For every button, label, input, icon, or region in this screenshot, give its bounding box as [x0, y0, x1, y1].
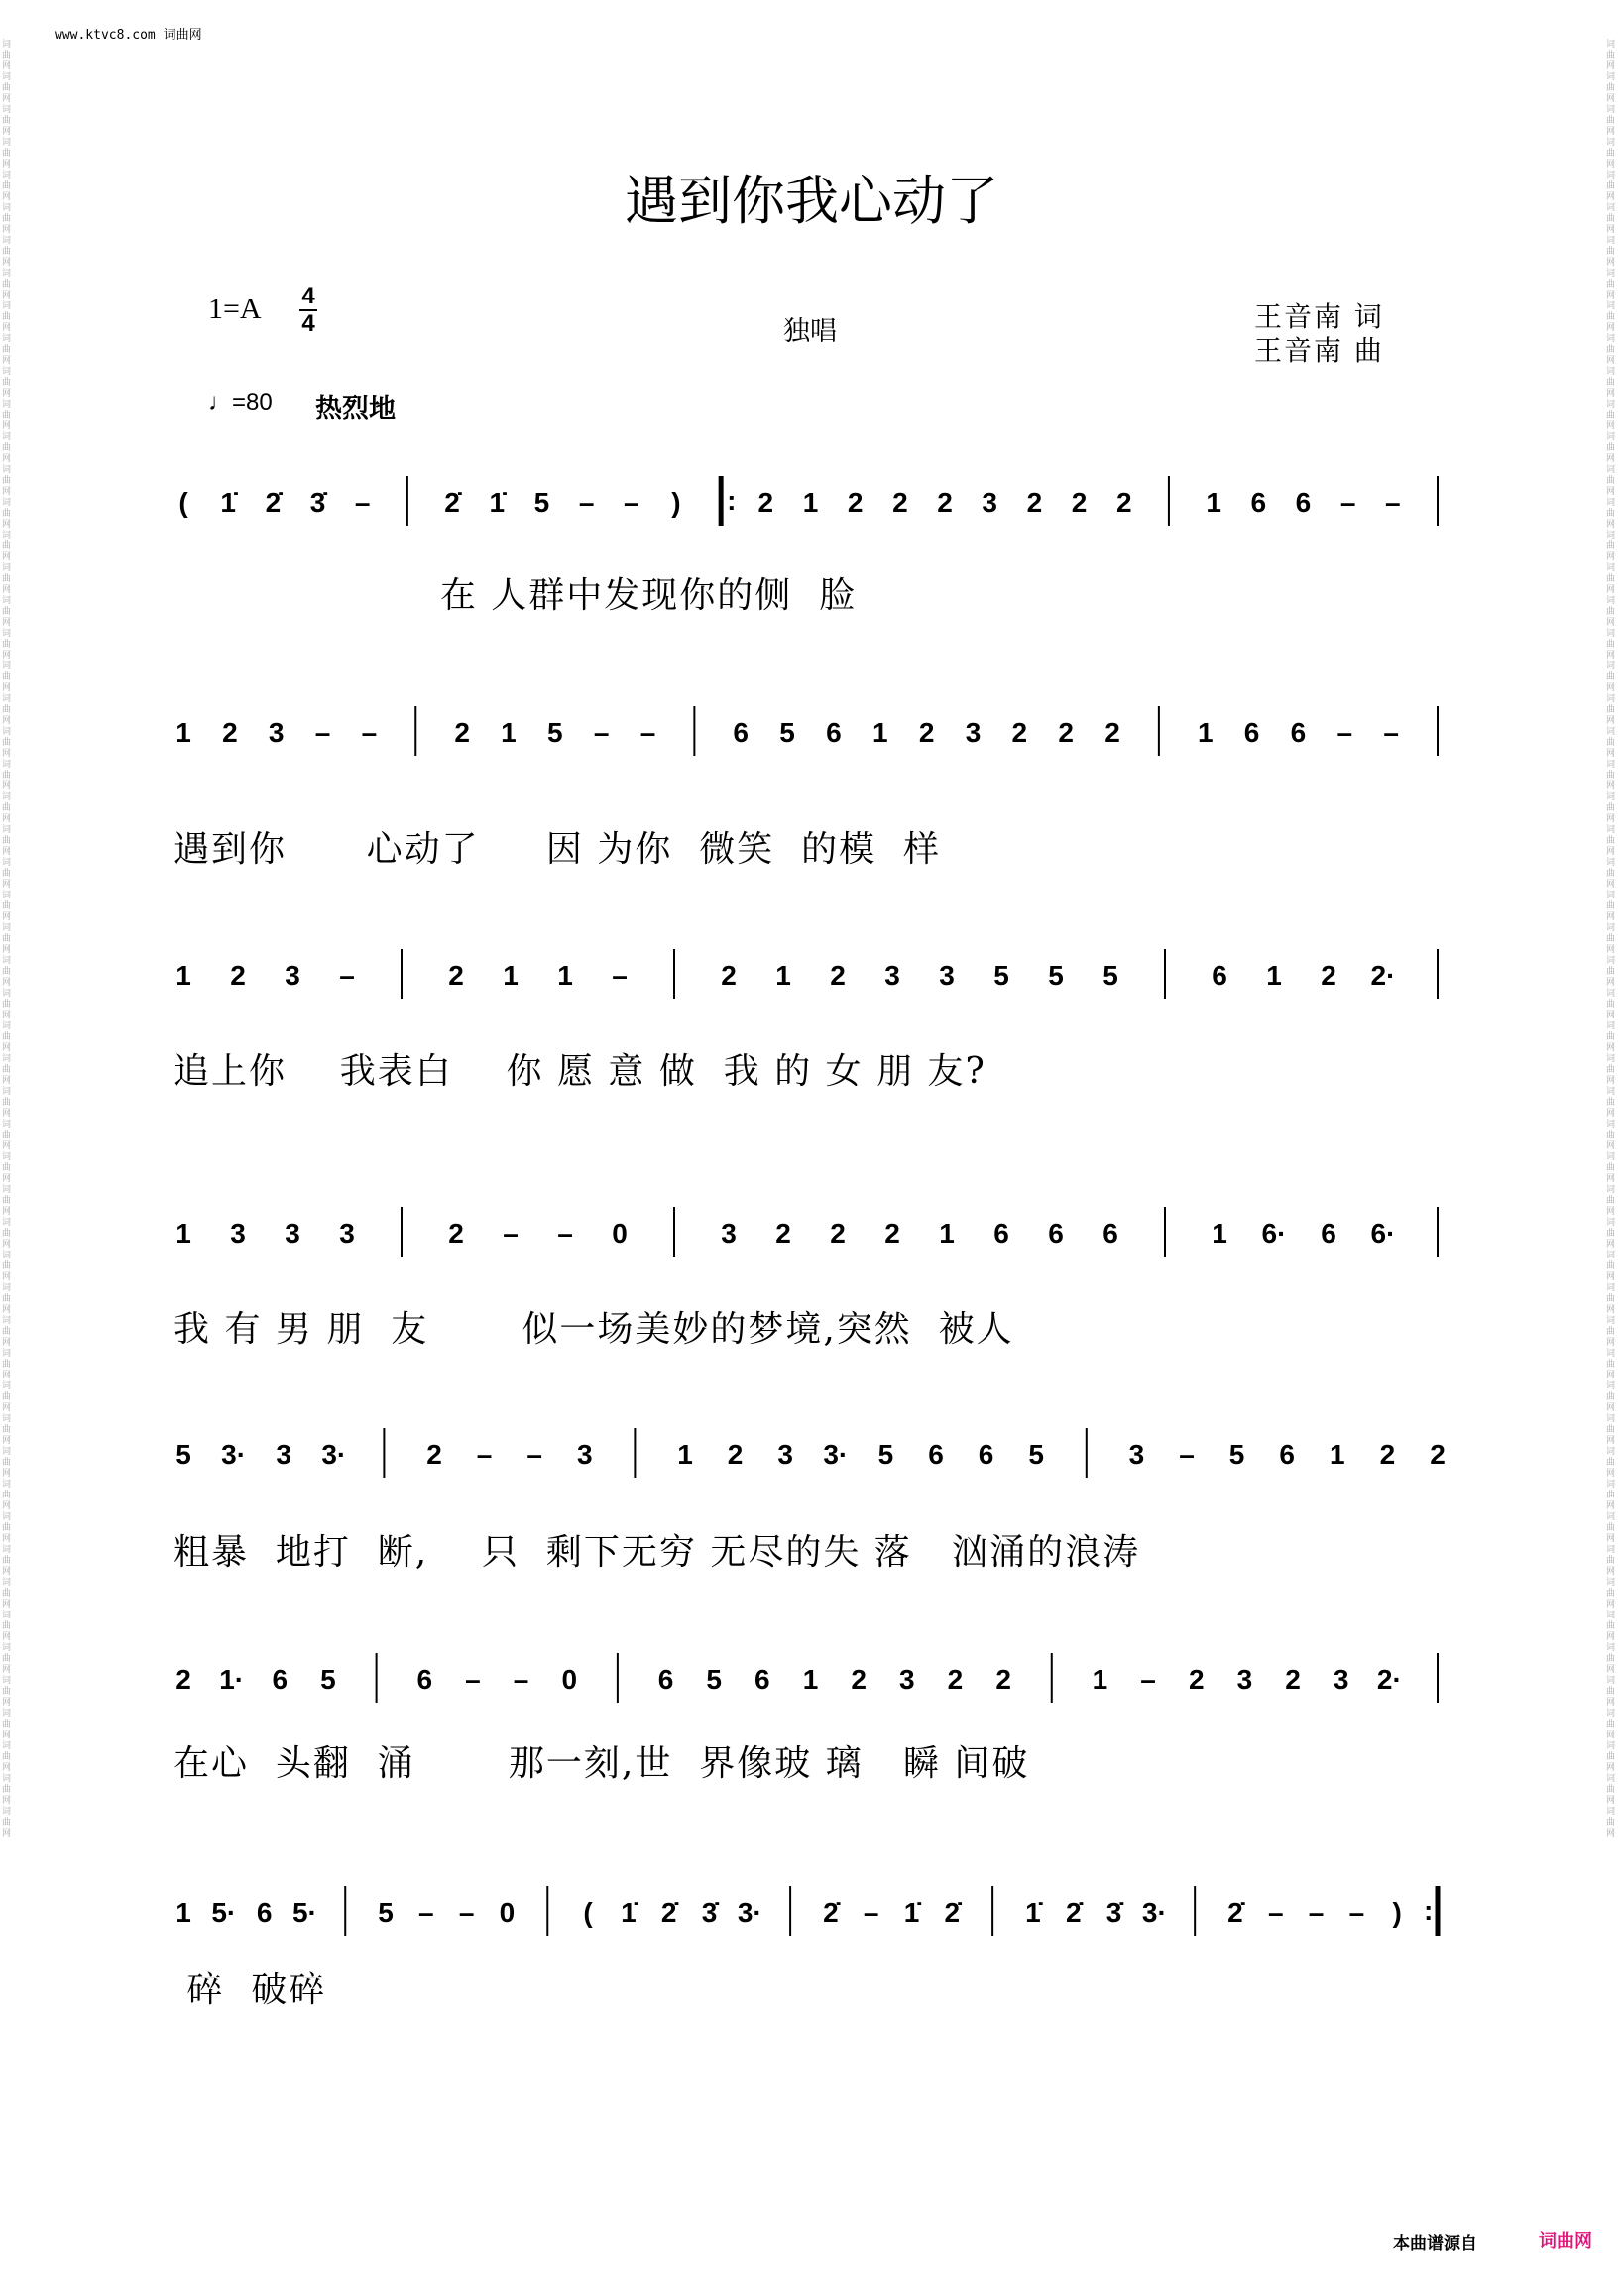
note-token: 6 — [1290, 717, 1307, 748]
time-signature-top: 4 — [301, 283, 315, 309]
note-token: 2̇ — [823, 1897, 839, 1928]
note-token: 6 — [1102, 1218, 1118, 1249]
note-token: 1̇ — [621, 1897, 637, 1928]
note-token: 2 — [426, 1439, 442, 1470]
note-token: 3̇ — [1105, 1897, 1122, 1928]
note-token: 2 — [454, 717, 470, 748]
note-token: 6 — [1243, 717, 1260, 748]
note-token: 3· — [1141, 1897, 1167, 1928]
note-token: – — [503, 1218, 519, 1249]
note-token: 2 — [947, 1664, 964, 1695]
note-token: 1̇ — [1025, 1897, 1041, 1928]
note-token: 5 — [1048, 960, 1064, 991]
note-token: 2̇ — [1065, 1897, 1082, 1928]
note-token: – — [1267, 1897, 1284, 1928]
note-token: 6 — [993, 1218, 1009, 1249]
note-token: 3 — [276, 1439, 291, 1470]
note-token: 1 — [175, 717, 191, 748]
note-token: 6 — [1295, 487, 1312, 518]
note-token: 2· — [1376, 1664, 1402, 1695]
note-token: 2 — [1026, 487, 1043, 518]
note-token: 5 — [877, 1439, 894, 1470]
note-token: 5 — [1228, 1439, 1245, 1470]
note-token: 3 — [965, 717, 982, 748]
note-token: 2 — [1058, 717, 1074, 748]
note-token: 3 — [285, 1218, 300, 1249]
note-token: 1 — [503, 960, 519, 991]
note-token: 2 — [1188, 1664, 1205, 1695]
repeat-dots: : — [727, 485, 737, 516]
note-token: 5 — [706, 1664, 722, 1695]
lyric-line-5: 粗暴 地打 断, 只 剩下无穷 无尽的失 落 汹涌的浪涛 — [174, 1532, 1141, 1573]
note-token: 3 — [884, 960, 900, 991]
note-token: 5 — [378, 1897, 394, 1928]
note-token: – — [1385, 487, 1401, 518]
note-token: 3 — [1128, 1439, 1145, 1470]
note-token: 6· — [1370, 1218, 1396, 1249]
lyric-line-1: 在 人群中发现你的侧 脸 — [174, 575, 858, 616]
note-token: 2 — [937, 487, 953, 518]
note-token: 3 — [1333, 1664, 1349, 1695]
lyric-line-3: 追上你 我表白 你 愿 意 做 我 的 女 朋 友? — [174, 1051, 986, 1092]
note-token: 1 — [175, 960, 191, 991]
page-title: 遇到你我心动了 — [625, 170, 999, 232]
note-token: 2̇ — [444, 487, 460, 518]
note-token: 5 — [533, 487, 550, 518]
note-token: 1̇ — [489, 487, 506, 518]
note-token: 5 — [320, 1664, 336, 1695]
note-token: 2 — [727, 1439, 744, 1470]
footer-source-label: 本曲谱源自 — [1393, 2234, 1477, 2254]
note-token: 6 — [1321, 1218, 1336, 1249]
note-token: 2̇ — [944, 1897, 961, 1928]
note-token: 6 — [416, 1664, 433, 1695]
note-token: 3· — [321, 1439, 347, 1470]
note-token: 2 — [892, 487, 908, 518]
note-token: 1 — [677, 1439, 693, 1470]
note-token: 2 — [1430, 1439, 1446, 1470]
lyricist-credit: 王音南 词 — [1254, 300, 1384, 333]
note-token: 0 — [499, 1897, 516, 1928]
note-token: 6 — [1048, 1218, 1064, 1249]
note-token: 6 — [1279, 1439, 1295, 1470]
note-token: – — [1179, 1439, 1195, 1470]
note-token: 3 — [285, 960, 300, 991]
note-token: ) — [1392, 1897, 1402, 1928]
note-token: 1 — [1212, 1218, 1227, 1249]
edge-watermark-right: 词曲网词曲网词曲网词曲网词曲网词曲网词曲网词曲网词曲网词曲网词曲网词曲网词曲网词曲网词曲网词曲网词曲网词曲网词曲网词曲网词曲网词曲网词曲网词曲网词曲网词曲网词曲网词曲网词曲网词曲网词曲网词曲网词曲网词曲网词曲网词曲网词曲网词曲网词曲网词曲网词曲网词曲网词曲网词曲网词曲网词曲网词曲网词曲网词曲网词曲网词曲网词曲网词曲网词曲网词曲网 — [1606, 40, 1616, 1839]
footer-site-link[interactable]: 词曲网 — [1539, 2231, 1592, 2252]
time-signature-bottom: 4 — [301, 310, 315, 337]
tempo-marking: ♩=80 — [208, 389, 273, 416]
note-token: 5 — [175, 1439, 191, 1470]
note-token: – — [476, 1439, 493, 1470]
note-token: ( — [583, 1897, 593, 1928]
note-token: – — [557, 1218, 573, 1249]
note-token: 0 — [612, 1218, 628, 1249]
note-token: 1 — [802, 1664, 819, 1695]
note-token: 2 — [830, 1218, 846, 1249]
note-token: – — [1383, 717, 1399, 748]
note-token: 3 — [899, 1664, 915, 1695]
note-token: 2 — [1321, 960, 1336, 991]
note-token: 2 — [1011, 717, 1028, 748]
note-token: 2 — [448, 960, 464, 991]
note-token: 5· — [291, 1897, 317, 1928]
note-token: 2 — [918, 717, 935, 748]
note-token: 5 — [993, 960, 1009, 991]
note-token: – — [593, 717, 610, 748]
note-token: 6 — [733, 717, 750, 748]
note-token: – — [418, 1897, 434, 1928]
note-token: 1 — [1206, 487, 1221, 518]
note-token: 2 — [884, 1218, 900, 1249]
note-token: – — [578, 487, 595, 518]
note-token: – — [513, 1664, 529, 1695]
note-token: – — [639, 717, 656, 748]
note-token: 1̇ — [220, 487, 236, 518]
note-token: 1 — [175, 1897, 191, 1928]
note-token: 2 — [1071, 487, 1088, 518]
note-token: – — [863, 1897, 879, 1928]
note-token: – — [314, 717, 331, 748]
note-token: 2 — [1115, 487, 1132, 518]
note-token: 1· — [219, 1664, 245, 1695]
note-token: 2· — [1370, 960, 1396, 991]
note-token: – — [361, 717, 378, 748]
note-token: – — [354, 487, 371, 518]
note-token: 2 — [775, 1218, 791, 1249]
note-token: ) — [671, 487, 681, 518]
note-token: 1 — [1092, 1664, 1108, 1695]
note-token: – — [1140, 1664, 1156, 1695]
note-token: 2̇ — [265, 487, 282, 518]
note-token: 2 — [1379, 1439, 1396, 1470]
note-token: 6 — [256, 1897, 273, 1928]
note-token: 5 — [779, 717, 795, 748]
note-token: 0 — [561, 1664, 578, 1695]
composer-credit: 王音南 曲 — [1254, 334, 1384, 367]
note-token: 2 — [995, 1664, 1011, 1695]
note-token: 2 — [1104, 717, 1120, 748]
note-token: 6 — [928, 1439, 944, 1470]
lyric-line-4: 我 有 男 朋 友 似一场美妙的梦境,突然 被人 — [174, 1309, 1014, 1350]
note-token: 1 — [871, 717, 888, 748]
note-token: 3 — [577, 1439, 593, 1470]
note-token: 1 — [1330, 1439, 1345, 1470]
note-token: 5 — [547, 717, 563, 748]
edge-watermark-left: 词曲网词曲网词曲网词曲网词曲网词曲网词曲网词曲网词曲网词曲网词曲网词曲网词曲网词曲网词曲网词曲网词曲网词曲网词曲网词曲网词曲网词曲网词曲网词曲网词曲网词曲网词曲网词曲网词曲网词曲网词曲网词曲网词曲网词曲网词曲网词曲网词曲网词曲网词曲网词曲网词曲网词曲网词曲网词曲网词曲网词曲网词曲网词曲网词曲网词曲网词曲网词曲网词曲网词曲网词曲网 — [2, 40, 12, 1839]
note-token: 6· — [1261, 1218, 1287, 1249]
note-token: 3· — [737, 1897, 762, 1928]
note-token: – — [1339, 487, 1356, 518]
performance-type: 独唱 — [783, 316, 837, 347]
note-token: 3 — [982, 487, 998, 518]
note-token: 5 — [1102, 960, 1118, 991]
site-url[interactable]: www.ktvc8.com 词曲网 — [55, 28, 202, 43]
note-token: 2 — [230, 960, 246, 991]
note-token: 2 — [721, 960, 737, 991]
note-token: – — [458, 1897, 475, 1928]
note-token: 1̇ — [903, 1897, 920, 1928]
note-token: 3 — [339, 1218, 355, 1249]
note-token: 2 — [1285, 1664, 1301, 1695]
note-token: – — [526, 1439, 542, 1470]
note-token: – — [612, 960, 628, 991]
note-token: 3 — [777, 1439, 793, 1470]
note-token: 2̇ — [660, 1897, 677, 1928]
note-token: – — [623, 487, 639, 518]
note-token: 3· — [221, 1439, 247, 1470]
note-token: – — [1336, 717, 1353, 748]
note-token: 2 — [448, 1218, 464, 1249]
note-token: 3 — [721, 1218, 737, 1249]
note-token: 2 — [175, 1664, 191, 1695]
note-token: – — [339, 960, 355, 991]
note-token: 1 — [501, 717, 517, 748]
note-token: 6 — [978, 1439, 994, 1470]
repeat-dots: : — [1424, 1895, 1434, 1926]
note-token: 2 — [222, 717, 238, 748]
note-token: 2 — [757, 487, 774, 518]
note-token: 1 — [775, 960, 791, 991]
note-token: 5· — [211, 1897, 237, 1928]
lyric-line-2: 遇到你 心动了 因 为你 微笑 的模 样 — [174, 829, 941, 870]
note-token: 1 — [557, 960, 573, 991]
note-token: 1 — [175, 1218, 191, 1249]
note-token: 3̇ — [701, 1897, 718, 1928]
note-token: – — [465, 1664, 481, 1695]
note-token: 1 — [1266, 960, 1282, 991]
note-token: 2 — [830, 960, 846, 991]
note-token: – — [1348, 1897, 1365, 1928]
note-token: 6 — [826, 717, 842, 748]
note-token: 6 — [754, 1664, 770, 1695]
note-token: 6 — [657, 1664, 674, 1695]
note-token: 1 — [939, 1218, 955, 1249]
note-token: 3̇ — [309, 487, 326, 518]
note-token: 6 — [272, 1664, 289, 1695]
note-token: ( — [178, 487, 188, 518]
key-signature: 1=A — [208, 293, 262, 325]
note-token: 6 — [1212, 960, 1227, 991]
note-token: 3· — [823, 1439, 849, 1470]
lyric-line-7: 碎 破碎 — [174, 1970, 327, 2010]
note-token: 3 — [939, 960, 955, 991]
lyric-line-6: 在心 头翻 涌 那一刻,世 界像玻 璃 瞬 间破 — [174, 1743, 1030, 1784]
note-token: 1 — [802, 487, 819, 518]
note-token: 3 — [230, 1218, 246, 1249]
note-token: 2 — [851, 1664, 867, 1695]
note-token: 3 — [268, 717, 285, 748]
note-token: 1 — [1197, 717, 1214, 748]
note-token: 6 — [1250, 487, 1267, 518]
note-token: 3 — [1236, 1664, 1253, 1695]
note-token: – — [1308, 1897, 1325, 1928]
note-token: 2 — [847, 487, 864, 518]
mood-marking: 热烈地 — [315, 394, 396, 424]
note-token: 2̇ — [1227, 1897, 1243, 1928]
note-token: 5 — [1028, 1439, 1044, 1470]
